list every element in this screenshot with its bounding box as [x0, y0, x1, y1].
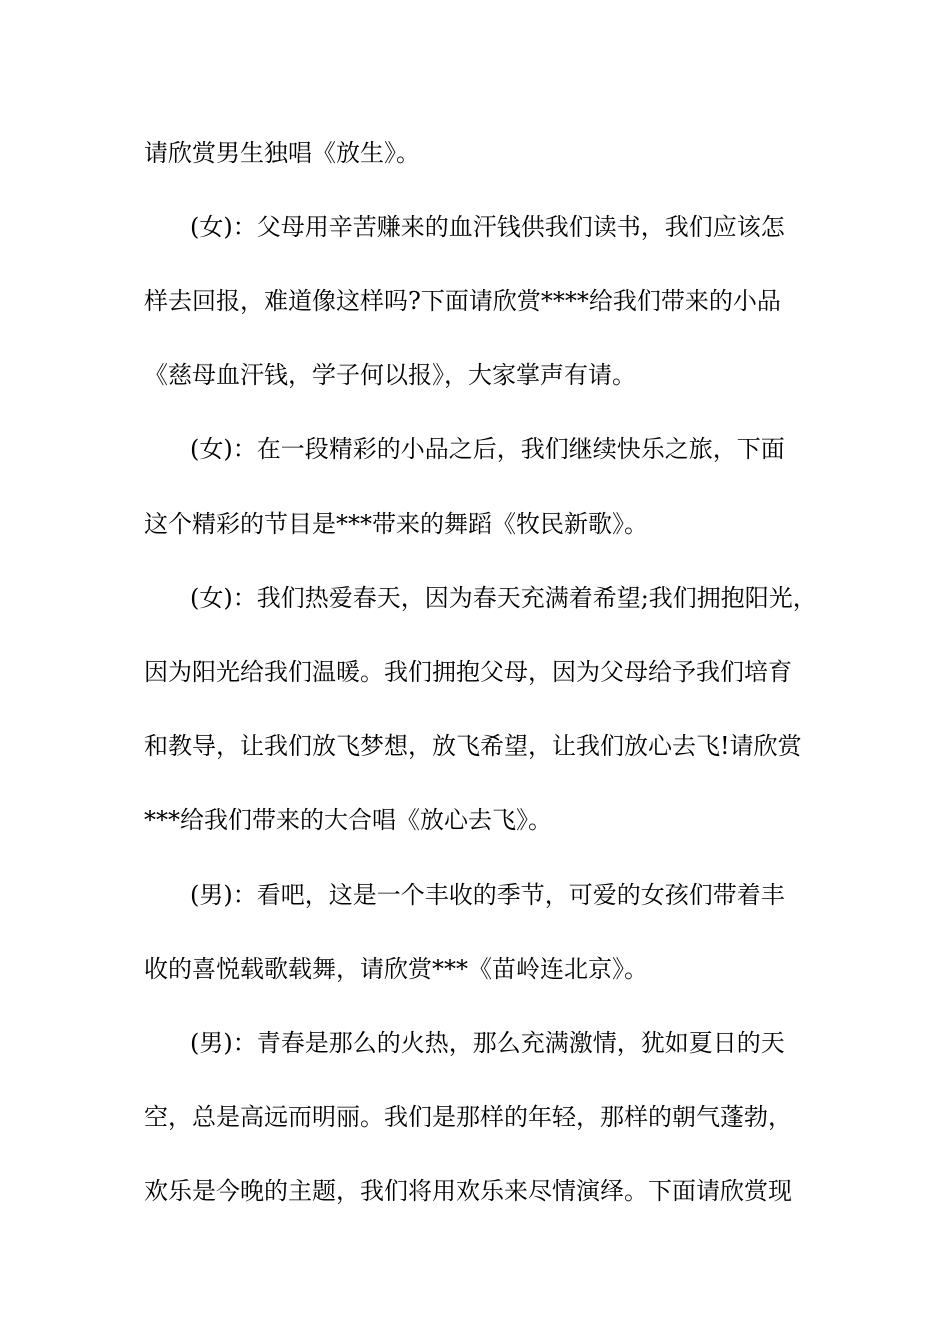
- paragraph-first-line: (男)：看吧，这是一个丰收的季节，可爱的女孩们带着丰: [190, 881, 785, 909]
- text-line: 这个精彩的节目是***带来的舞蹈《牧民新歌》。: [144, 510, 648, 538]
- paragraph-first-line: (女)：我们热爱春天，因为春天充满着希望;我们拥抱阳光，: [190, 584, 817, 612]
- text-line: 《慈母血汗钱，学子何以报》，大家掌声有请。: [144, 361, 636, 389]
- text-line: 请欣赏男生独唱《放生》。: [144, 139, 420, 167]
- text-line: 因为阳光给我们温暖。我们拥抱父母，因为父母给予我们培育: [144, 658, 792, 686]
- paragraph-first-line: (女)：父母用辛苦赚来的血汗钱供我们读书，我们应该怎: [190, 213, 785, 241]
- text-line: ***给我们带来的大合唱《放心去飞》。: [144, 806, 552, 834]
- text-line: 欢乐是今晚的主题，我们将用欢乐来尽情演绎。下面请欣赏现: [144, 1177, 792, 1205]
- paragraph-first-line: (女)：在一段精彩的小品之后，我们继续快乐之旅，下面: [190, 435, 785, 463]
- text-line: 收的喜悦载歌载舞，请欣赏***《苗岭连北京》。: [144, 955, 648, 983]
- paragraph-first-line: (男)：青春是那么的火热，那么充满激情，犹如夏日的天: [190, 1029, 785, 1057]
- text-line: 空，总是高远而明丽。我们是那样的年轻，那样的朝气蓬勃，: [144, 1103, 792, 1131]
- text-line: 和教导，让我们放飞梦想，放飞希望，让我们放心去飞!请欣赏: [144, 732, 802, 760]
- text-line: 样去回报，难道像这样吗?下面请欣赏****给我们带来的小品: [144, 287, 781, 315]
